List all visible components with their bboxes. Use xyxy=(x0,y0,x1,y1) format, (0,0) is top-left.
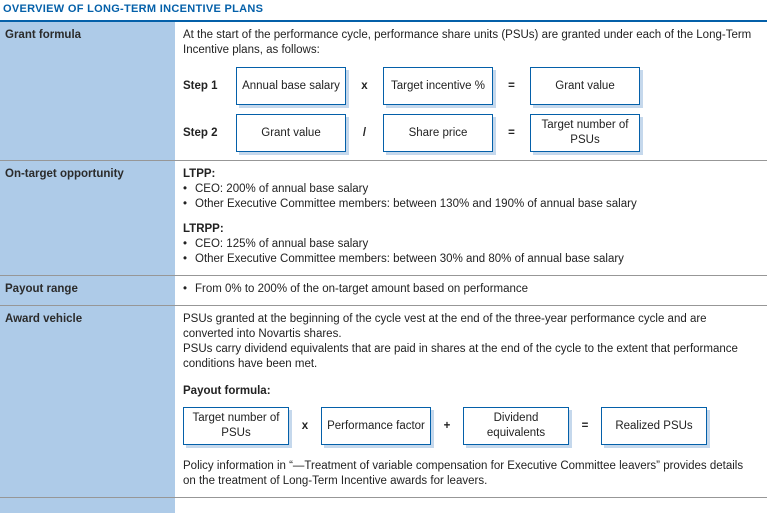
step2-label: Step 2 xyxy=(183,126,218,139)
payout-range-bullet xyxy=(183,282,759,297)
ltpp-bullet-other-members-text: Other Executive Committee members: between 130% and 190% of annual base salary xyxy=(195,198,637,210)
operator-equals-3: = xyxy=(581,419,589,432)
award-vehicle-para1: PSUs granted at the beginning of the cycle vest at the end of the three-year performance cycle and are converted into Novartis shares. xyxy=(183,313,707,340)
operator-multiply: x xyxy=(361,79,368,92)
page-title: OVERVIEW OF LONG-TERM INCENTIVE PLANS xyxy=(3,3,264,15)
operator-divide: / xyxy=(362,126,367,139)
ltpp-bullet-other-members xyxy=(183,197,759,212)
ltpp-bullet-ceo xyxy=(183,182,759,197)
table-row-grant-formula xyxy=(0,22,767,161)
formula-box-performance-factor: Performance factor xyxy=(321,407,431,445)
award-vehicle-policy-note: Policy information in “—Treatment of variable compensation for Executive Committee leavers” provides details on the treatment of Long-Term Incentive awards for leavers. xyxy=(183,460,744,487)
operator-plus: + xyxy=(443,419,451,432)
row-label-payout-range: Payout range xyxy=(0,276,175,305)
formula-step1-row xyxy=(183,67,759,105)
bullet-icon: • xyxy=(183,238,188,250)
lti-overview-table xyxy=(0,20,767,513)
on-target-content xyxy=(175,161,767,275)
award-vehicle-para2: PSUs carry dividend equivalents that are paid in shares at the end of the cycle to the extent that performance conditions have been met. xyxy=(183,343,738,370)
payout-formula-row xyxy=(183,407,759,445)
bullet-icon: • xyxy=(183,198,188,210)
operator-equals: = xyxy=(508,79,515,92)
formula-box-grant-value: Grant value xyxy=(530,67,640,105)
formula-step2-row xyxy=(183,114,759,152)
grant-formula-intro: At the start of the performance cycle, performance share units (PSUs) are granted under each of the Long-Term Incentive plans, as follows: xyxy=(183,29,752,56)
bullet-icon: • xyxy=(183,283,188,295)
table-row-on-target-opportunity xyxy=(0,161,767,276)
formula-box-share-price: Share price xyxy=(383,114,493,152)
table-row-award-vehicle xyxy=(0,306,767,498)
formula-box-realized-psus: Realized PSUs xyxy=(601,407,707,445)
step1-label: Step 1 xyxy=(183,79,218,92)
row-label-on-target-opportunity: On-target opportunity xyxy=(0,161,175,275)
payout-range-bullet-text: From 0% to 200% of the on-target amount based on performance xyxy=(195,283,529,295)
ltrpp-bullet-ceo-text: CEO: 125% of annual base salary xyxy=(195,238,369,250)
row-label-empty xyxy=(0,498,175,513)
bullet-icon: • xyxy=(183,253,188,265)
operator-multiply-2: x xyxy=(301,419,309,432)
ltpp-heading: LTPP: xyxy=(183,168,216,180)
formula-box-grant-value-2: Grant value xyxy=(236,114,346,152)
payout-formula-heading: Payout formula: xyxy=(183,385,271,397)
table-row-payout-range xyxy=(0,276,767,306)
row-label-grant-formula: Grant formula xyxy=(0,22,175,160)
payout-range-content xyxy=(175,276,767,305)
grant-formula-content xyxy=(175,22,767,160)
row-label-award-vehicle: Award vehicle xyxy=(0,306,175,497)
bullet-icon: • xyxy=(183,183,188,195)
award-vehicle-content xyxy=(175,306,767,497)
operator-equals-2: = xyxy=(508,126,515,139)
ltrpp-bullet-other-members xyxy=(183,252,759,267)
ltrpp-bullet-other-members-text: Other Executive Committee members: between 30% and 80% of annual base salary xyxy=(195,253,624,265)
empty-content xyxy=(175,498,767,513)
formula-box-target-incentive: Target incentive % xyxy=(383,67,493,105)
formula-box-target-number-psus: Target number of PSUs xyxy=(530,114,640,152)
table-row-empty xyxy=(0,498,767,513)
formula-box-dividend-equivalents: Dividend equivalents xyxy=(463,407,569,445)
ltrpp-bullet-ceo xyxy=(183,237,759,252)
formula-box-target-number-psus-2: Target number of PSUs xyxy=(183,407,289,445)
spacer xyxy=(183,212,759,222)
formula-box-annual-base-salary: Annual base salary xyxy=(236,67,346,105)
ltpp-bullet-ceo-text: CEO: 200% of annual base salary xyxy=(195,183,369,195)
ltrpp-heading: LTRPP: xyxy=(183,223,224,235)
